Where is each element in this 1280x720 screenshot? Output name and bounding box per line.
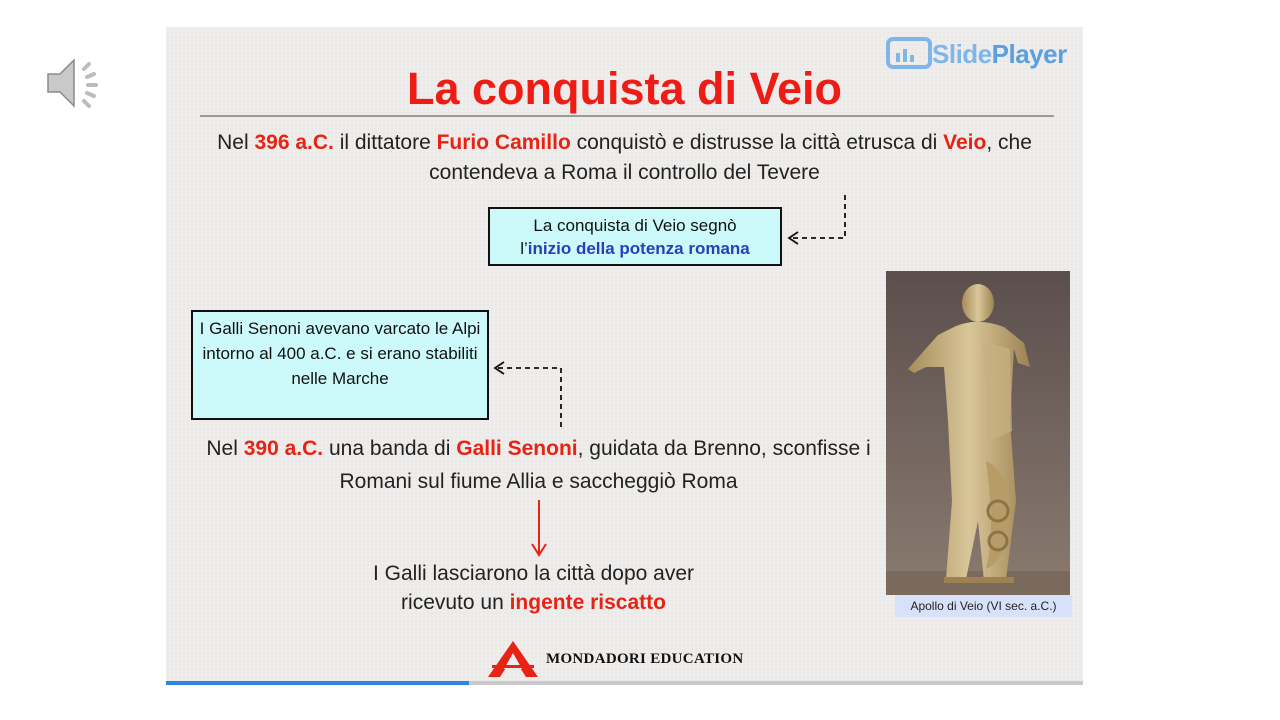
riscatto-highlight: ingente riscatto [509,591,666,614]
paragraph-galli: Nel 390 a.C. una banda di Galli Senoni, guidata da Brenno, sconfisse i Romani sul fiume Allia e saccheggiò Roma [206,437,871,493]
furio-camillo: Furio Camillo [436,131,571,154]
slide-title: La conquista di Veio [406,63,843,114]
paragraph-veio: Nel 396 a.C. il dittatore Furio Camillo conquistò e distrusse la città etrusca di Veio, che contendeva a Roma il controllo del Tevere [217,131,1032,184]
progress-fill [166,681,469,685]
year-390: 390 a.C. [243,437,324,460]
potenza-highlight: inizio della potenza romana [527,239,750,258]
apollo-di-veio-image [886,271,1070,595]
speaker-icon[interactable] [44,55,108,111]
logo-text-slide: Slide [932,38,992,69]
galli-senoni: Galli Senoni [456,437,578,460]
year-396: 396 a.C. [254,131,334,154]
publisher-name: MONDADORI EDUCATION [546,650,744,667]
veio: Veio [943,131,987,154]
logo-text-player: Player [991,38,1067,69]
down-arrow-red [532,500,546,555]
paragraph-riscatto: I Galli lasciarono la città dopo aver ricevuto un ingente riscatto [373,562,694,614]
dashed-arrow-potenza [789,195,845,244]
dashed-arrow-galli [495,362,561,427]
image-caption: Apollo di Veio (VI sec. a.C.) [895,595,1072,617]
mondadori-logo [486,639,744,679]
playback-progress-bar[interactable] [166,681,1083,685]
slide [166,27,1083,682]
note-box-galli: I Galli Senoni avevano varcato le Alpi intorno al 400 a.C. e si erano stabiliti nelle Marche [191,310,489,420]
note-box-potenza: La conquista di Veio segnò l’inizio della potenza romana [488,207,782,266]
mondadori-icon [486,639,540,679]
